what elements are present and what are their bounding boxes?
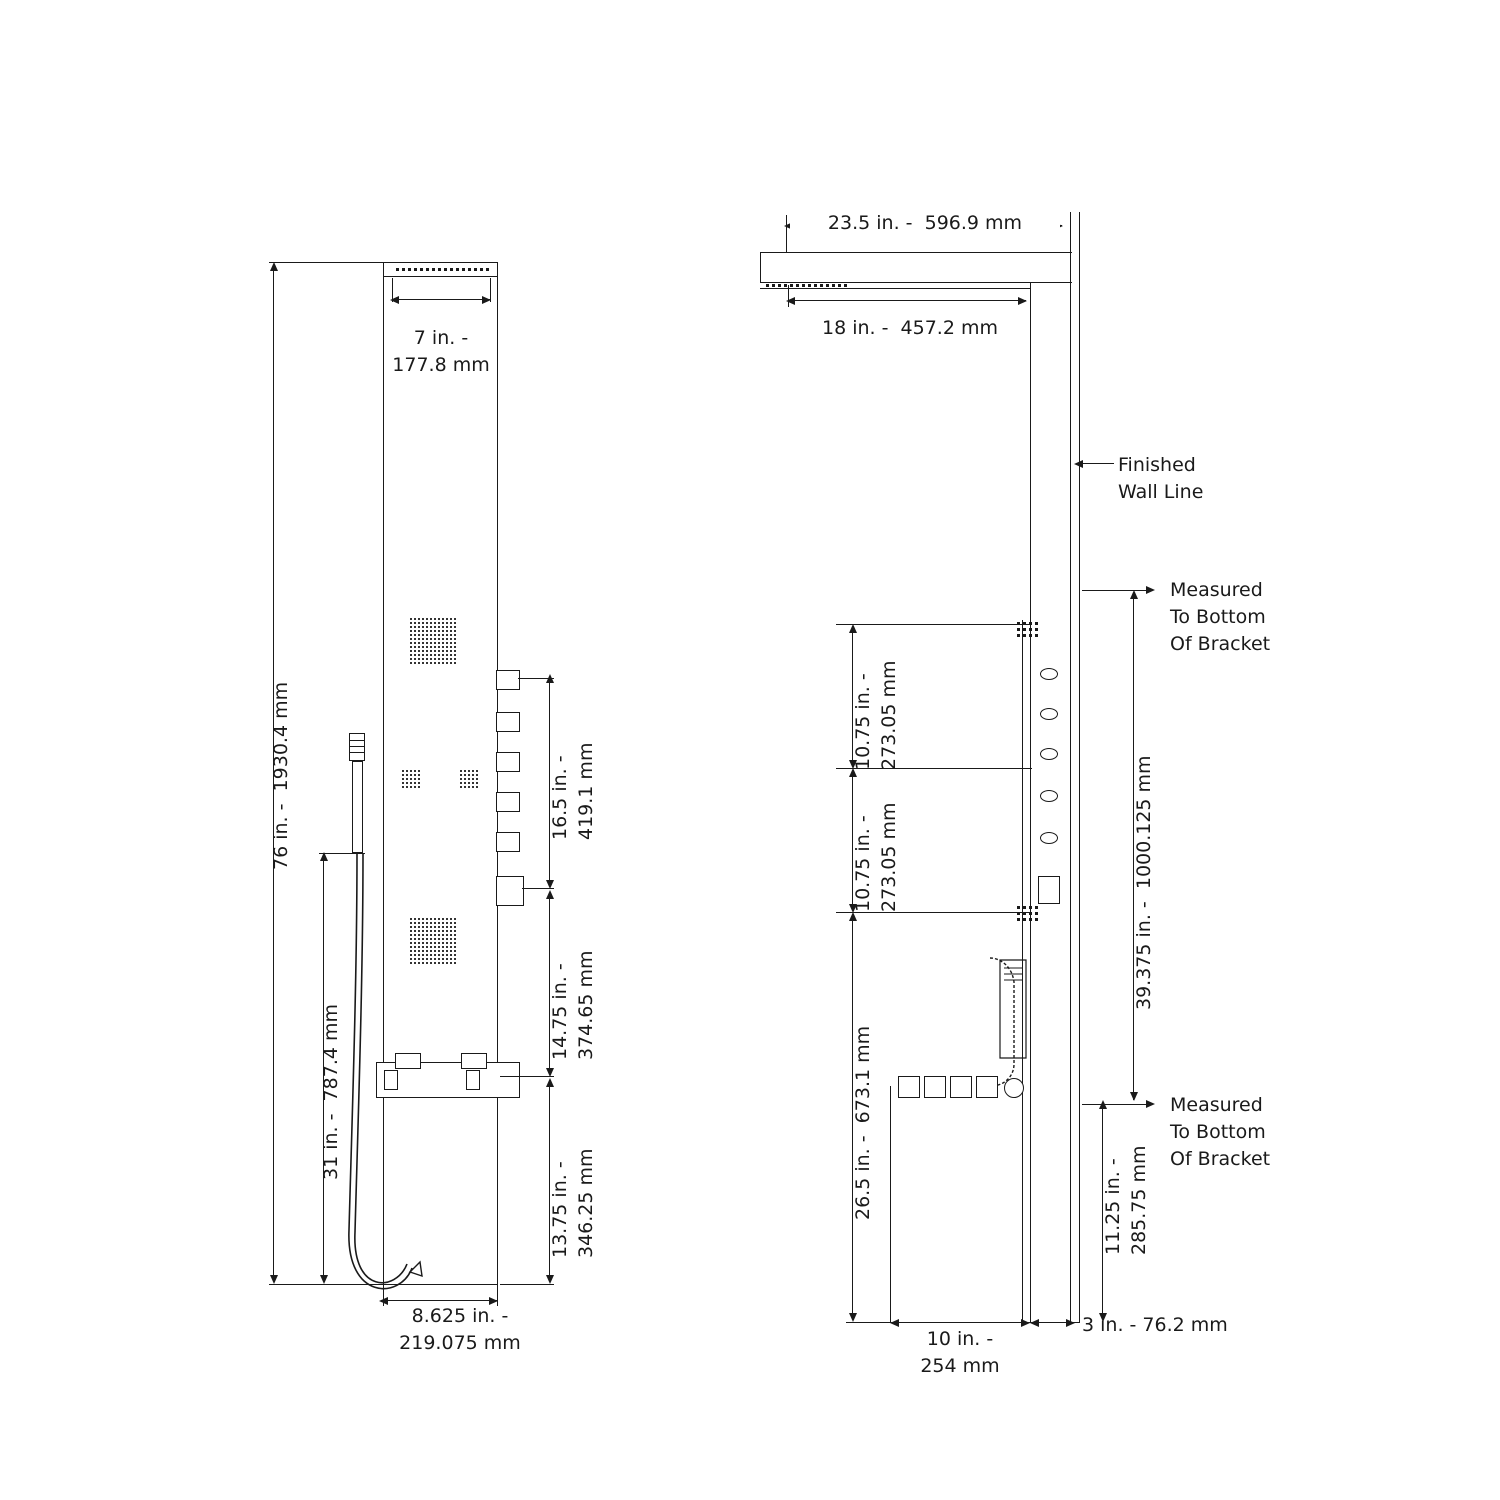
front-valve-to-bottom-label-line2: 346.25 mm — [575, 1148, 597, 1258]
side-bracket-bottom-callout-line2: To Bottom — [1170, 1121, 1266, 1143]
front-handheld-height-ext-top — [319, 853, 365, 854]
side-base-depth-label-line1: 10 in. - — [926, 1328, 994, 1350]
front-overall-height-arrow-top — [270, 262, 278, 271]
front-panel-left-edge — [383, 262, 384, 1284]
front-valve-to-bottom-label-line1: 13.75 in. - — [549, 1161, 571, 1258]
front-side-jet-2 — [496, 712, 520, 732]
front-valve-lever-left — [384, 1070, 398, 1090]
side-head-depth-ext-left — [788, 285, 789, 307]
side-bracket-bottom-callout-line3: Of Bracket — [1170, 1148, 1271, 1170]
front-handheld-wand-body — [352, 761, 363, 853]
front-mid-right-jet — [460, 770, 478, 788]
front-jets-to-valve-ext-bottom — [500, 1076, 554, 1077]
side-head-depth-arrow-right — [1018, 297, 1027, 305]
front-side-jet-3 — [496, 752, 520, 772]
front-panel-top-edge — [383, 262, 498, 263]
side-jet-3 — [1040, 748, 1058, 760]
front-showerhead-width-dim-line — [394, 299, 490, 300]
side-upper-seg-arrow-top — [849, 624, 857, 633]
front-side-spout — [496, 876, 524, 906]
side-showerhead-underside — [760, 288, 1030, 289]
front-showerhead-width-ext-right — [490, 278, 491, 302]
side-bracket-bottom-callout-line1: Measured — [1170, 1094, 1263, 1116]
side-wall-callout-line1: Finished — [1118, 454, 1196, 476]
side-valve-knob-1 — [898, 1076, 920, 1098]
front-overall-height-ext-bottom — [269, 1284, 385, 1285]
side-jet-5 — [1040, 832, 1058, 844]
side-bracket-top-callout-arrow — [1146, 586, 1155, 594]
side-bracket-top-callout-leader — [1082, 590, 1152, 591]
front-handheld-height-label: 31 in. - 787.4 mm — [320, 1003, 342, 1180]
front-side-jet-1 — [496, 670, 520, 690]
side-bracket-bottom-callout-arrow — [1146, 1100, 1155, 1108]
front-jets-span-ext-bottom — [522, 888, 554, 889]
front-jets-span-label-line2: 419.1 mm — [575, 742, 597, 840]
side-jet-2 — [1040, 708, 1058, 720]
front-panel-top-inner-edge — [383, 276, 498, 277]
front-valve-knob-left — [395, 1053, 421, 1069]
front-overall-height-ext-top — [269, 262, 385, 263]
front-panel-width-dim-line — [383, 1300, 497, 1301]
front-showerhead-nozzles — [396, 268, 489, 271]
front-side-jet-5 — [496, 832, 520, 852]
side-head-depth-dim-line — [790, 300, 1026, 301]
front-handheld-wand-grid-3 — [350, 752, 364, 753]
side-showerhead-top-edge — [760, 252, 1072, 253]
front-side-jet-4 — [496, 792, 520, 812]
side-lower-seg-arrow-bottom — [849, 1313, 857, 1322]
side-handheld-hose — [990, 958, 1014, 1086]
side-base-depth-label-line2: 254 mm — [920, 1355, 1000, 1377]
side-bracket-bottom-callout-leader — [1082, 1104, 1152, 1105]
side-wall-offset-arrow-right — [1066, 1319, 1075, 1327]
side-top-depth-label: 23.5 in. - 596.9 mm — [790, 210, 1060, 236]
front-valve-to-bottom-arrow-top — [546, 1078, 554, 1087]
front-jets-to-valve-arrow-top — [546, 890, 554, 899]
front-hose-connector — [410, 1262, 422, 1276]
front-valve-lever-right — [466, 1070, 480, 1090]
side-mid-seg-arrow-top — [849, 768, 857, 777]
front-jets-to-valve-label-line1: 14.75 in. - — [549, 963, 571, 1060]
side-panel-front-edge — [1022, 620, 1023, 1322]
front-handheld-wand-head — [349, 733, 365, 761]
side-base-front-edge — [890, 1086, 891, 1322]
front-showerhead-width-label-line2: 177.8 mm — [392, 354, 490, 376]
side-spout — [1038, 876, 1060, 904]
side-upper-seg-label-line2: 273.05 mm — [878, 660, 900, 770]
side-showerhead-nozzles — [766, 284, 847, 287]
side-showerhead-bottom-edge — [760, 282, 1072, 283]
front-lower-spray-jets — [410, 918, 456, 964]
side-mid-seg-label-line2: 273.05 mm — [878, 802, 900, 912]
side-wall-callout-line2: Wall Line — [1118, 481, 1204, 503]
side-lower-seg-arrow-top — [849, 912, 857, 921]
side-head-depth-label: 18 in. - 457.2 mm — [821, 317, 998, 339]
side-bracket-top-callout-line2: To Bottom — [1170, 606, 1266, 628]
front-handheld-wand-grid-2 — [350, 746, 364, 747]
side-bracket-bottom-label-line1: 11.25 in. - — [1102, 1158, 1124, 1255]
front-panel-bottom-edge — [383, 1284, 498, 1285]
side-lower-seg-ext-bottom — [846, 1322, 894, 1323]
front-showerhead-width-label-line1: 7 in. - — [413, 327, 469, 349]
side-wall-callout-arrow — [1074, 460, 1083, 468]
side-valve-hub — [1004, 1078, 1024, 1098]
front-showerhead-width-ext-left — [392, 278, 393, 302]
front-handheld-wand-grid-1 — [350, 740, 364, 741]
side-wall-offset-label: 3 in. - 76.2 mm — [1082, 1314, 1228, 1336]
front-panel-right-edge — [497, 262, 498, 1284]
side-bracket-top-arrow-up — [1130, 590, 1138, 599]
side-bracket-top-label: 39.375 in. - 1000.125 mm — [1133, 755, 1155, 1010]
side-mid-seg-label-line1: 10.75 in. - — [852, 815, 874, 912]
front-valve-to-bottom-arrow-bottom — [546, 1275, 554, 1284]
front-valve-to-bottom-ext — [500, 1284, 554, 1285]
side-jet-4 — [1040, 790, 1058, 802]
front-panel-width-label-line2: 219.075 mm — [399, 1332, 521, 1354]
side-valve-knob-2 — [924, 1076, 946, 1098]
side-bracket-bottom-label-line2: 285.75 mm — [1128, 1145, 1150, 1255]
side-valve-knob-3 — [950, 1076, 972, 1098]
front-panel-width-label-line1: 8.625 in. - — [411, 1305, 509, 1327]
side-bracket-top-arrow-down — [1130, 1092, 1138, 1101]
side-upper-seg-label-line1: 10.75 in. - — [852, 673, 874, 770]
front-jets-span-ext-top — [518, 678, 554, 679]
side-showerhead-front-edge — [760, 252, 761, 282]
side-wall-offset-arrow-left — [1030, 1319, 1039, 1327]
side-bracket-top-callout-line1: Measured — [1170, 579, 1263, 601]
side-lower-jet-dots — [1017, 906, 1038, 921]
side-top-depth-ext-left — [786, 215, 787, 253]
front-jets-span-label-line1: 16.5 in. - — [549, 755, 571, 840]
front-upper-spray-jets — [410, 618, 456, 664]
side-base-depth-dim-line — [894, 1322, 1026, 1323]
side-mid-seg-ext-bottom — [836, 912, 1032, 913]
front-handheld-height-arrow-bottom — [320, 1275, 328, 1284]
front-overall-height-arrow-bottom — [270, 1275, 278, 1284]
side-jet-1 — [1040, 668, 1058, 680]
front-overall-height-label: 76 in. - 1930.4 mm — [270, 681, 292, 870]
side-upper-seg-ext-top — [836, 624, 1032, 625]
front-mid-left-jet — [402, 770, 420, 788]
side-wall-callout-leader — [1082, 463, 1114, 464]
side-panel-back-edge — [1030, 288, 1031, 1322]
side-bracket-top-callout-line3: Of Bracket — [1170, 633, 1271, 655]
front-jets-to-valve-label-line2: 374.65 mm — [575, 950, 597, 1060]
side-wall-line-left — [1070, 212, 1071, 1322]
front-valve-knob-right — [461, 1053, 487, 1069]
side-lower-seg-label: 26.5 in. - 673.1 mm — [852, 1025, 874, 1220]
side-wall-line-right — [1079, 212, 1080, 1322]
side-valve-knob-4 — [976, 1076, 998, 1098]
